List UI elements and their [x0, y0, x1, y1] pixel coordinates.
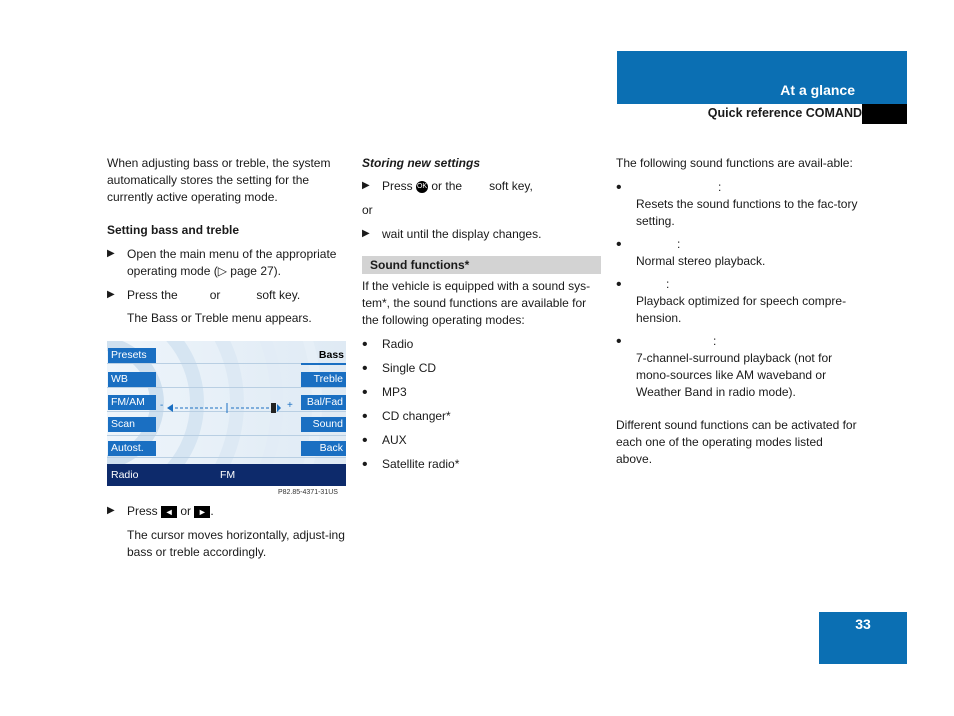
bullet-icon: •	[362, 384, 368, 401]
bullet-icon: •	[362, 432, 368, 449]
functions-list	[616, 179, 858, 401]
slider-minus-label: -	[160, 400, 164, 411]
list-item: • Single CD	[362, 360, 437, 377]
step-open-menu	[107, 246, 347, 280]
or-text: or	[362, 203, 373, 217]
step-text: Open the main menu of the appropriate operating mode (▷ page 27).	[127, 247, 337, 278]
column-1	[107, 155, 347, 327]
function-description: 7-channel-surround playback (not for mono-sources like AM waveband or Weather Band in radio mode).	[636, 351, 833, 399]
bullet-icon: •	[616, 179, 622, 196]
bullet-icon: •	[362, 360, 368, 377]
screen-btn-treble[interactable]: Treble	[301, 372, 346, 387]
slider-plus-label: +	[287, 400, 293, 411]
function-description: Resets the sound functions to the fac-tory setting.	[636, 197, 858, 228]
result-cursor-moves: The cursor moves horizontally, adjust-ing bass or treble accordingly.	[127, 528, 345, 559]
comand-screen	[107, 341, 346, 486]
screen-btn-scan[interactable]: Scan	[108, 417, 156, 432]
screen-status-bar	[107, 464, 346, 486]
subsection-title: Quick reference COMAND	[707, 106, 862, 120]
page-number: 33	[819, 612, 907, 664]
bullet-icon: •	[362, 456, 368, 473]
step-text: Press the	[127, 288, 178, 302]
screen-btn-back[interactable]: Back	[301, 441, 346, 456]
list-item: • AUX	[362, 432, 407, 449]
step-text: Press	[127, 504, 158, 518]
step-arrow-icon: ▶	[107, 248, 115, 259]
list-item: • : Normal stereo playback.	[616, 236, 858, 270]
step-text: Press	[382, 179, 413, 193]
step-arrow-icon: ▶	[107, 505, 115, 516]
step-text: soft key,	[489, 179, 533, 193]
screen-btn-autost[interactable]: Autost.	[108, 441, 156, 456]
sound-intro: If the vehicle is equipped with a sound sys-tem*, the sound functions are available for the following operating modes:	[362, 279, 591, 327]
column-3	[616, 155, 858, 468]
screen-btn-wb[interactable]: WB	[108, 372, 156, 387]
sound-functions-heading: Sound functions*	[362, 256, 601, 274]
step-press-arrows	[107, 503, 347, 520]
left-arrow-key-icon: ◄	[161, 506, 177, 518]
result-menu-appears: The Bass or Treble menu appears.	[127, 311, 312, 325]
step-text: or	[209, 288, 221, 302]
heading-storing: Storing new settings	[362, 156, 481, 170]
header-bar	[617, 51, 907, 104]
function-description: Normal stereo playback.	[636, 254, 766, 268]
list-item: • : Playback optimized for speech compre-hension.	[616, 276, 858, 327]
status-band: FM	[220, 469, 236, 481]
list-item: • : 7-channel-surround playback (not for mono-sources like AM waveband or Weather Band in radio mode).	[616, 333, 858, 401]
heading-bass-treble: Setting bass and treble	[107, 223, 240, 237]
list-item: • CD changer*	[362, 408, 451, 425]
step-text: or	[180, 504, 192, 518]
list-item: • Radio	[362, 336, 414, 353]
list-item: • Satellite radio*	[362, 456, 460, 473]
step-arrow-icon: ▶	[362, 228, 370, 239]
bullet-icon: •	[362, 336, 368, 353]
section-title: At a glance	[780, 82, 855, 98]
right-arrow-key-icon: ►	[194, 506, 210, 518]
step-arrow-icon: ▶	[362, 180, 370, 191]
column-2	[362, 155, 601, 480]
functions-outro: Different sound functions can be activated for each one of the operating modes listed above.	[616, 418, 857, 466]
step-text: or the	[431, 179, 463, 193]
step-press-softkey	[107, 287, 347, 304]
step-text: wait until the display changes.	[382, 227, 542, 241]
column-1-bottom	[107, 503, 347, 561]
function-description: Playback optimized for speech compre-hension.	[636, 294, 847, 325]
bullet-icon: •	[616, 236, 622, 253]
step-press-ok	[362, 178, 601, 195]
screen-btn-bal-fad[interactable]: Bal/Fad	[301, 395, 346, 410]
step-wait	[362, 226, 601, 243]
bass-slider[interactable]	[167, 402, 287, 414]
functions-intro: The following sound functions are avail-able:	[616, 156, 853, 170]
intro-text: When adjusting bass or treble, the system automatically stores the setting for the currently active operating mode.	[107, 156, 331, 204]
screen-btn-fm-am[interactable]: FM/AM	[108, 395, 156, 410]
header-marker	[862, 104, 907, 124]
list-item: • : Resets the sound functions to the fac-tory setting.	[616, 179, 858, 228]
screen-btn-presets[interactable]: Presets	[108, 348, 156, 363]
step-text: soft key.	[256, 288, 301, 302]
step-arrow-icon: ▶	[107, 289, 115, 300]
bullet-icon: •	[616, 333, 622, 350]
screen-btn-bass[interactable]: Bass	[301, 348, 346, 365]
modes-list	[362, 336, 601, 473]
status-mode: Radio	[111, 469, 139, 481]
list-item: • MP3	[362, 384, 407, 401]
ok-button-icon: OK	[416, 181, 428, 193]
step-text: .	[210, 504, 214, 518]
image-caption: P82.85-4371-31US	[278, 489, 338, 496]
screen-btn-sound[interactable]: Sound	[301, 417, 346, 432]
bullet-icon: •	[616, 276, 622, 293]
bullet-icon: •	[362, 408, 368, 425]
